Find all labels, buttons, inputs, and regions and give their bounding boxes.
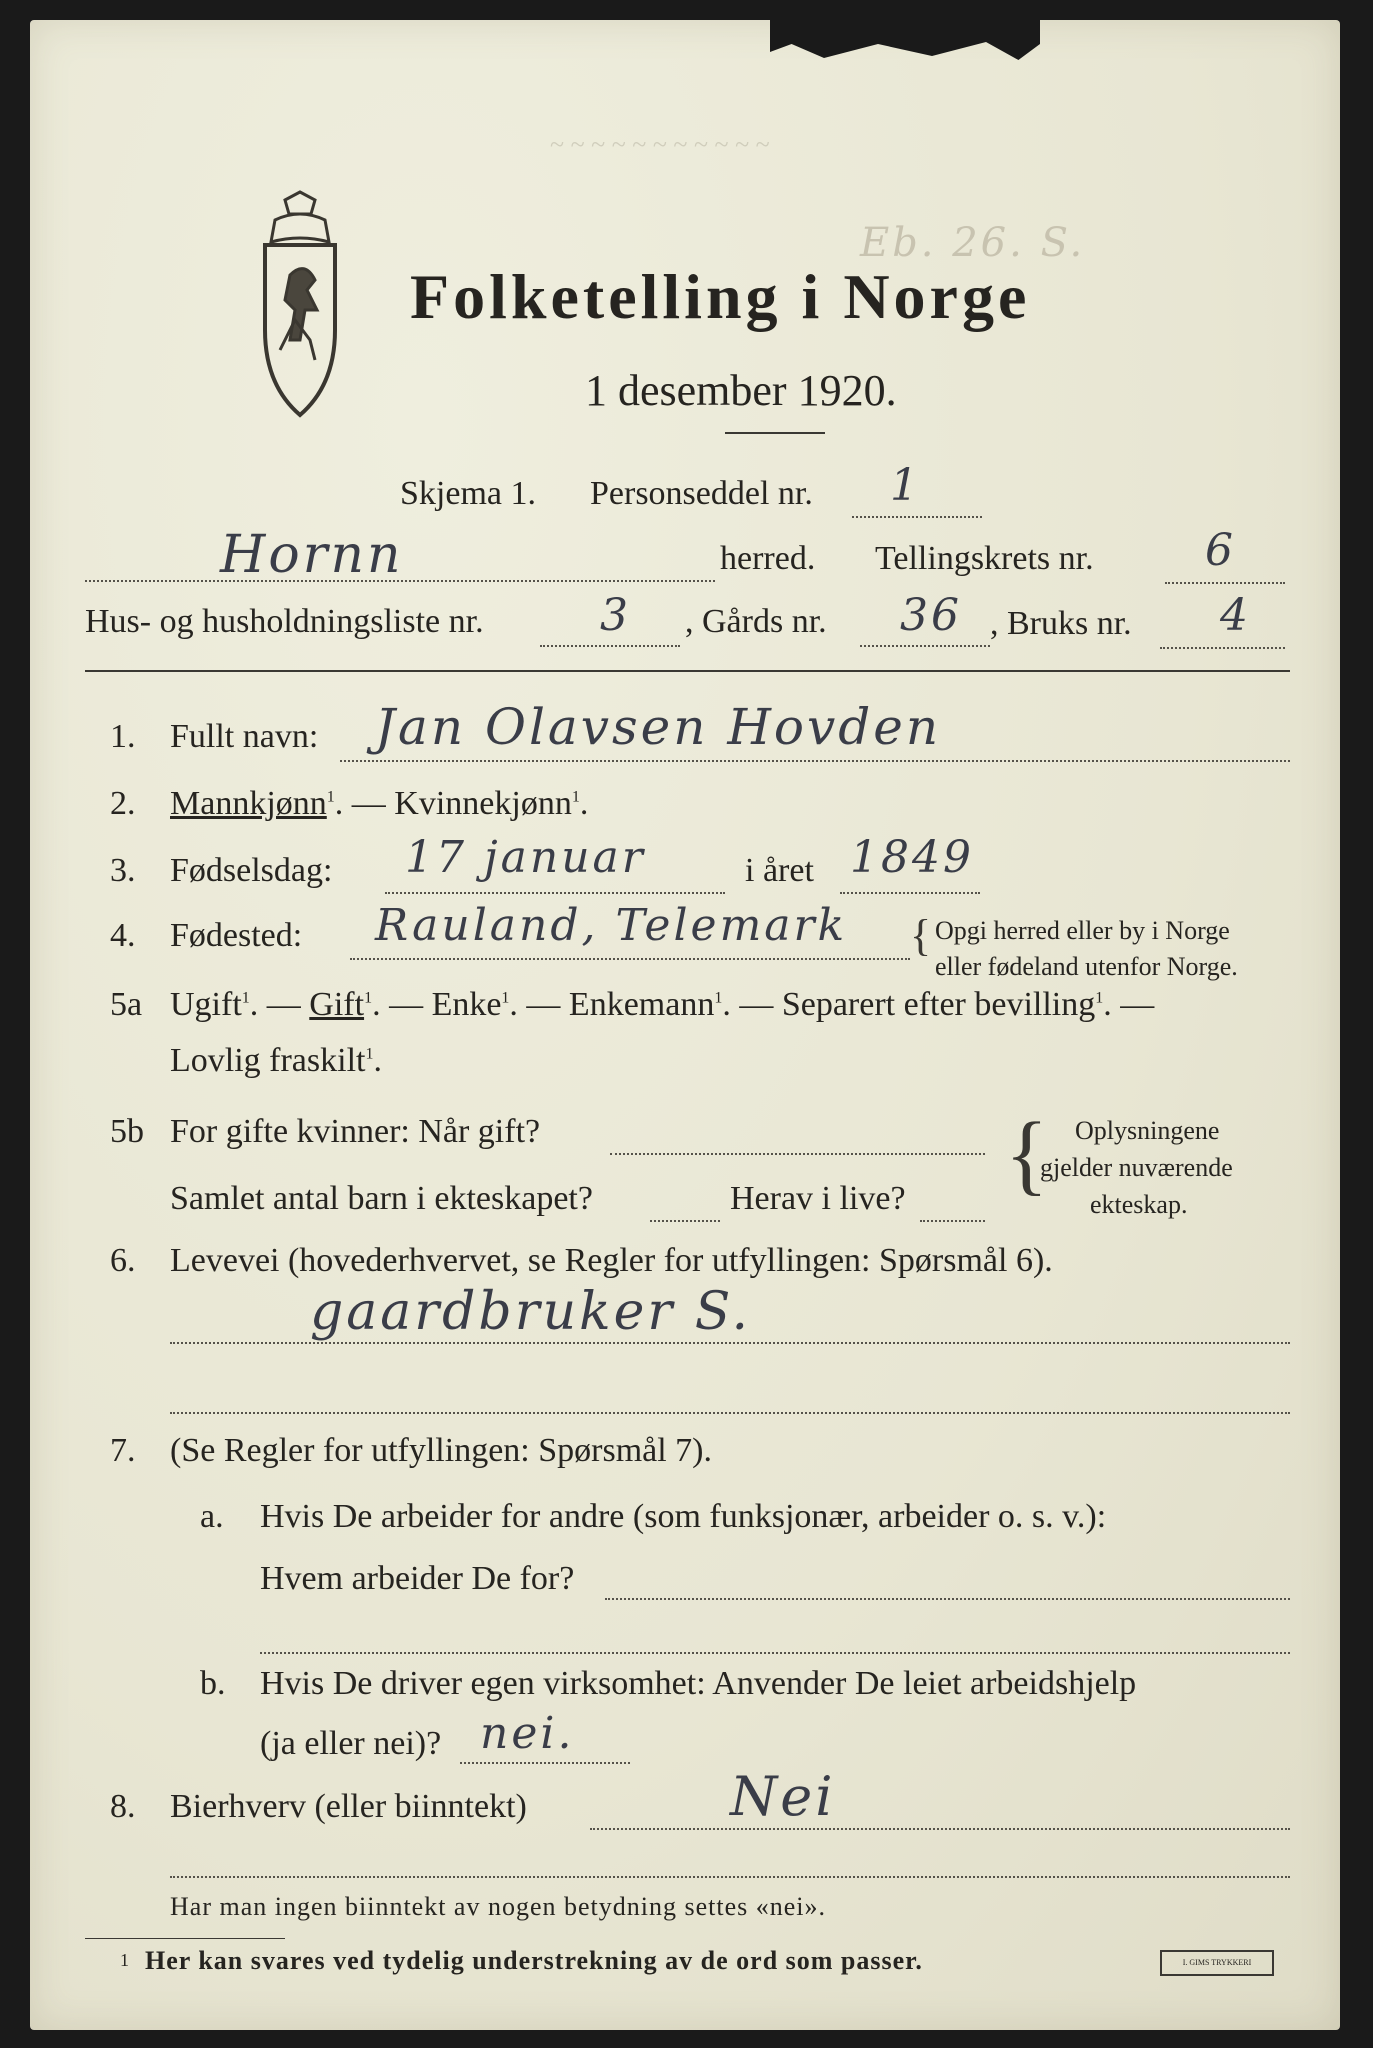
q7b-text: Hvis De driver egen virksomhet: Anvender De leiet arbeidshjelp	[260, 1665, 1137, 1702]
herred-value: Hornn	[220, 525, 404, 585]
q5a-line2: Lovlig fraskilt$^1$.	[170, 1042, 382, 1079]
q4-number: 4.	[110, 917, 136, 954]
q5b-number: 5b	[110, 1113, 144, 1150]
q5a-line1: Ugift$^1$. — Gift$^1$. — Enke$^1$. — Enkemann$^1$. — Separert efter bevilling$^1$. —	[170, 986, 1155, 1023]
q1-number: 1.	[110, 718, 136, 755]
q7b-question: (ja eller nei)?	[260, 1725, 442, 1762]
q5b-line2b-dots	[920, 1220, 985, 1222]
q7b-letter: b.	[200, 1665, 226, 1702]
q7b-value: nei.	[480, 1708, 575, 1759]
q5b-note-2: gjelder nuværende	[1040, 1153, 1233, 1182]
bruks-line	[1160, 647, 1285, 649]
q7b-line	[460, 1762, 630, 1764]
q8-number: 8.	[110, 1788, 136, 1825]
q4-note-1: Opgi herred eller by i Norge	[935, 916, 1230, 945]
q6-line2	[170, 1412, 1290, 1414]
q1-label: Fullt navn:	[170, 718, 319, 755]
husliste-line	[540, 645, 680, 647]
q4-line	[350, 958, 910, 960]
bruks-label: , Bruks nr.	[990, 605, 1132, 642]
title-divider	[725, 432, 825, 434]
q7a-letter: a.	[200, 1498, 224, 1535]
footnote-divider	[85, 1938, 285, 1939]
husliste-value: 3	[600, 590, 631, 641]
q2-kvinne-option: Kvinnekjønn	[394, 785, 572, 822]
herred-label: herred.	[720, 540, 816, 577]
q6-value: gaardbruker S.	[310, 1282, 752, 1342]
q5b-line1: For gifte kvinner: Når gift?	[170, 1113, 541, 1150]
bruks-value: 4	[1220, 590, 1251, 641]
q8-line1	[590, 1828, 1290, 1830]
schema-label: Skjema 1.	[400, 475, 536, 512]
q7a-text: Hvis De arbeider for andre (som funksjonær, arbeider o. s. v.):	[260, 1498, 1107, 1535]
q5b-line2a: Samlet antal barn i ekteskapet?	[170, 1180, 593, 1217]
q3-value: 17 januar	[405, 832, 646, 883]
printer-stamp: I. GIMS TRYKKERI	[1160, 1950, 1274, 1976]
q2-text: Mannkjønn$^1$. — Kvinnekjønn$^1$.	[170, 785, 589, 822]
q7-number: 7.	[110, 1432, 136, 1469]
footnote-text: Her kan svares ved tydelig understrekning av de ord som passer.	[145, 1946, 923, 1975]
q3-year-value: 1849	[850, 832, 974, 883]
gards-line	[860, 645, 990, 647]
q5a-fraskilt: Lovlig fraskilt	[170, 1042, 366, 1079]
q3-year-line	[840, 892, 980, 894]
q5a-number: 5a	[110, 986, 143, 1023]
q3-label: Fødselsdag:	[170, 852, 333, 889]
q7a-line2	[260, 1652, 1290, 1654]
q2-mann-option: Mannkjønn	[170, 785, 327, 822]
torn-edge	[770, 20, 1040, 60]
q5b-line1-dots	[610, 1153, 985, 1155]
gards-value: 36	[900, 590, 962, 641]
q7-label: (Se Regler for utfyllingen: Spørsmål 7).	[170, 1432, 713, 1469]
tellingskrets-value: 6	[1205, 525, 1236, 576]
q5b-note-1: Oplysningene	[1075, 1116, 1220, 1145]
q6-label: Levevei (hovederhvervet, se Regler for utfyllingen: Spørsmål 6).	[170, 1242, 1053, 1279]
q4-value: Rauland, Telemark	[375, 900, 848, 951]
bleed-through: ~ ~ ~ ~ ~ ~ ~ ~ ~ ~ ~	[550, 130, 770, 159]
q3-number: 3.	[110, 852, 136, 889]
q4-brace: {	[910, 911, 932, 960]
section-divider	[85, 670, 1290, 672]
footnote-number: 1	[120, 1950, 129, 1970]
husliste-label: Hus- og husholdningsliste nr.	[85, 603, 484, 640]
q4-label: Fødested:	[170, 917, 303, 954]
q5b-line2b: Herav i live?	[730, 1180, 906, 1217]
q5a-sep: . —	[249, 986, 310, 1023]
q1-value: Jan Olavsen Hovden	[375, 698, 942, 756]
form-title: Folketelling i Norge	[410, 261, 1031, 332]
pencil-annotation: Eb. 26. S.	[860, 220, 1086, 266]
q5a-enke: . — Enke	[372, 986, 502, 1023]
q2-separator: . —	[334, 785, 395, 822]
q5a-separert: . — Separert efter bevilling	[722, 986, 1096, 1023]
q5a-line2-end: .	[373, 1042, 382, 1079]
q8-value: Nei	[730, 1765, 836, 1828]
q5b-brace: {	[1005, 1105, 1049, 1204]
coat-of-arms-icon	[245, 190, 355, 420]
q2-end: .	[579, 785, 589, 822]
q6-number: 6.	[110, 1242, 136, 1279]
tellingskrets-label: Tellingskrets nr.	[875, 540, 1094, 577]
q8-line2	[170, 1876, 1290, 1878]
q5b-note-3: ekteskap.	[1090, 1190, 1188, 1219]
personseddel-line	[852, 516, 982, 518]
q3-line	[385, 892, 725, 894]
q2-number: 2.	[110, 785, 136, 822]
gards-label: , Gårds nr.	[685, 603, 827, 640]
q1-line	[340, 760, 1290, 762]
footer-note: Har man ingen biinntekt av nogen betydning settes «nei».	[170, 1892, 827, 1921]
q6-line1	[170, 1342, 1290, 1344]
q7a-line1	[605, 1598, 1290, 1600]
q5b-line2a-dots	[650, 1220, 720, 1222]
personseddel-value: 1	[890, 460, 921, 511]
q5a-enkemann: . — Enkemann	[509, 986, 715, 1023]
personseddel-label: Personseddel nr.	[590, 475, 813, 512]
q5a-gift: Gift	[309, 986, 365, 1023]
q5a-ugift: Ugift	[170, 986, 242, 1023]
q3-year-label: i året	[745, 852, 814, 889]
form-date: 1 desember 1920.	[585, 366, 897, 415]
tellingskrets-line	[1165, 582, 1285, 584]
q7a-question: Hvem arbeider De for?	[260, 1560, 575, 1597]
census-form	[30, 20, 1340, 2030]
q8-label: Bierhverv (eller biinntekt)	[170, 1788, 527, 1825]
q4-note-2: eller fødeland utenfor Norge.	[935, 952, 1238, 981]
q5a-end: . —	[1103, 986, 1155, 1023]
